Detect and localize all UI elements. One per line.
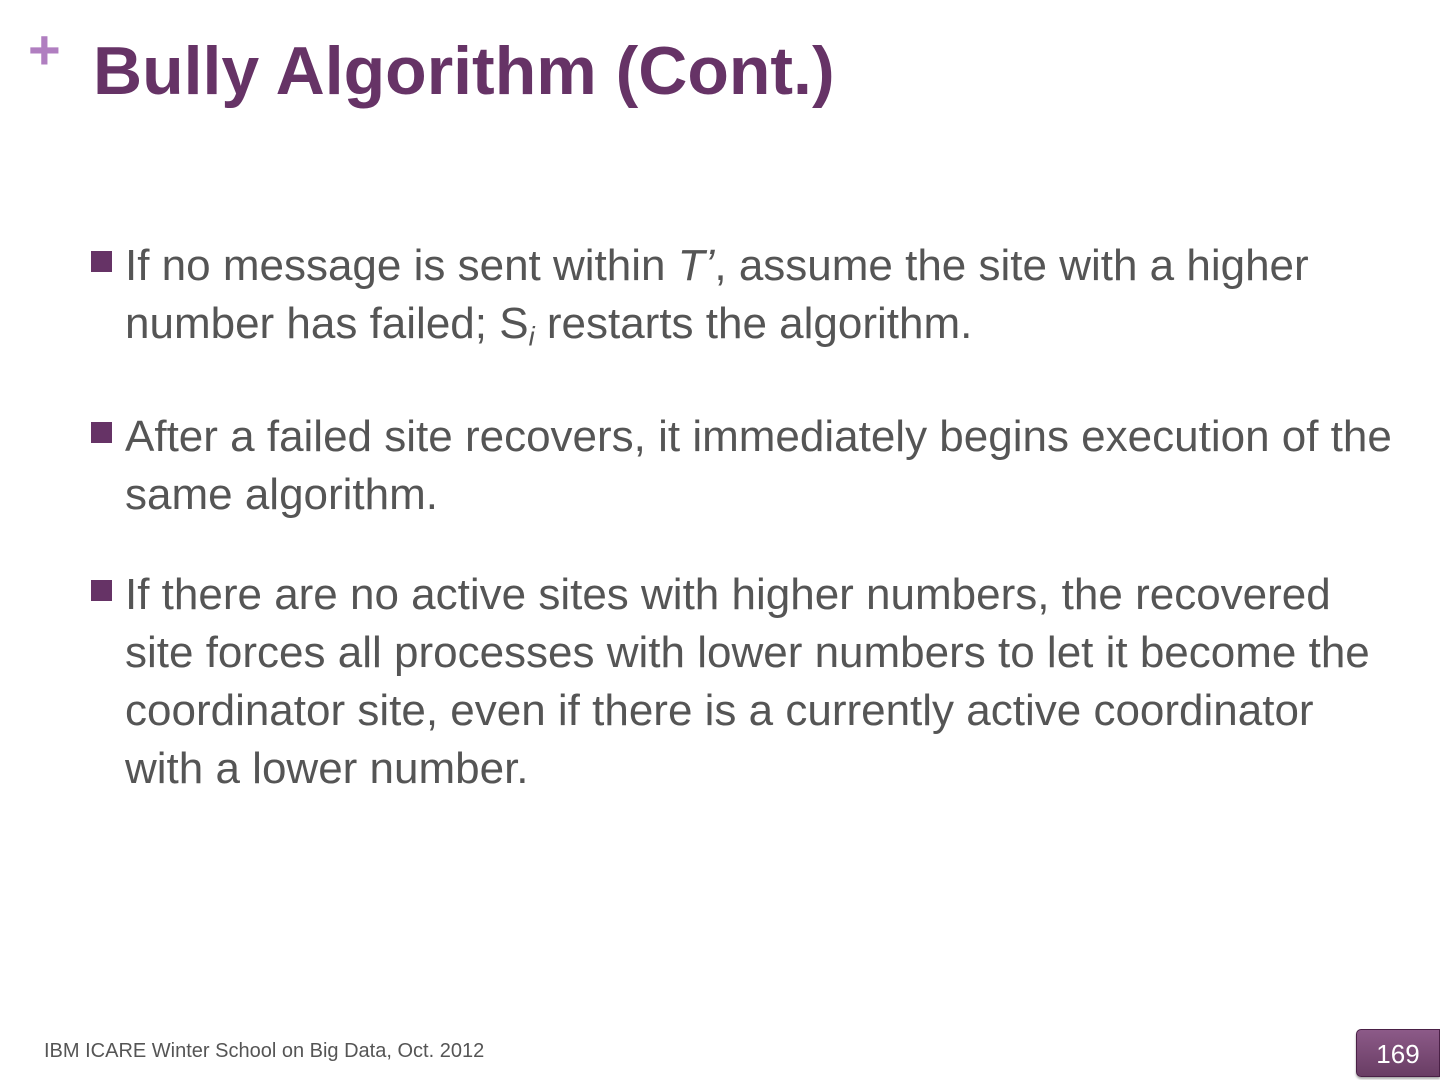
bullet-text: If no message is sent within T’, assume the site with a higher number has failed; $S_i$ restarts the algorithm. (125, 241, 1309, 352)
square-bullet-icon (91, 580, 112, 601)
bullet-item (90, 237, 1400, 366)
time-variable: T’ (677, 241, 715, 290)
bullet-item (90, 408, 1400, 524)
site-subscript: i (528, 320, 535, 352)
bullet-item (90, 566, 1400, 798)
slide-number-badge: 169 (1356, 1029, 1440, 1077)
title-plus-icon: + (28, 18, 61, 81)
bullet-list (90, 237, 1400, 798)
bullet-text: After a failed site recovers, it immediately begins execution of the same algorithm. (125, 411, 1392, 519)
square-bullet-icon (91, 422, 112, 443)
square-bullet-icon (91, 251, 112, 272)
slide-title: Bully Algorithm (Cont.) (93, 33, 835, 109)
footer-text: IBM ICARE Winter School on Big Data, Oct. 2012 (44, 1040, 485, 1062)
bullet-text: If there are no active sites with higher numbers, the recovered site forces all processes with lower numbers to let it become the coordinator site, even if there is a currently active coordinator with a lower number. (125, 569, 1370, 793)
